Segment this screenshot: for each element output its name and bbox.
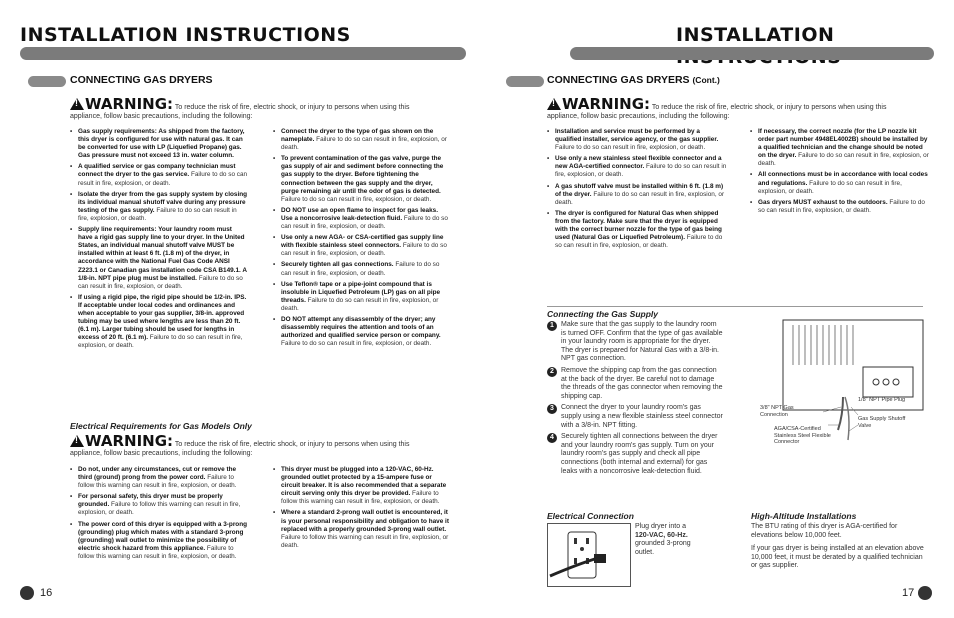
warning-item-bold: DO NOT use an open flame to inspect for gas leaks. Use a noncorrosive leak-detection fluid. — [281, 206, 438, 222]
warning-right-list-col1 — [547, 128, 727, 253]
warning-item-text: Failure to do so can result in fire, explosion, or death. — [281, 136, 447, 152]
step-item — [547, 404, 723, 430]
warning-item-text: Failure to do so can result in fire, explosion, or death. — [758, 179, 902, 195]
warning-item-text: Failure to do so can result in fire, explosion, or death. — [281, 261, 440, 277]
warning-item-bold: Connect the dryer to the type of gas shown on the nameplate. — [281, 128, 434, 144]
warning-triangle-icon — [547, 98, 561, 110]
step-text: Securely tighten all connections between the dryer and your laundry room's gas supply. Turn on your laundry room's gas supply and check all pipe connections (both internal and external) for gas leaks with a noncorrosive leak-detection fluid. — [561, 433, 718, 475]
connecting-supply-heading: Connecting the Gas Supply — [547, 309, 658, 319]
warning-item-text: Failure to do so can result in fire, explosion, or death. — [555, 163, 727, 179]
warning-item — [70, 191, 248, 223]
warning-intro-cont: appliance, follow basic precautions, including the following: — [547, 113, 730, 120]
warning-item-text: Failure to do so can result in fire, explosion, or death. — [281, 340, 432, 348]
warning-item — [70, 521, 248, 561]
warning-intro: To reduce the risk of fire, electric shock, or injury to persons when using this — [651, 104, 887, 111]
warning-item-bold: To prevent contamination of the gas valve, purge the gas supply of air and sediment before connecting the gas supply to the dryer. Before tightening the connection between the gas supply and the dryer, purge remaining air until the odor of gas is detected. — [281, 155, 444, 195]
step-text: Make sure that the gas supply to the laundry room is turned OFF. Confirm that the type of gas available in your laundry room is appropriate for the dryer. The dryer is prepared for Natural Gas with a 3/8-in. NPT gas connection. — [561, 321, 723, 363]
section-heading-text: CONNECTING GAS DRYERS — [547, 74, 690, 86]
warning-item — [70, 163, 248, 187]
warning-item — [273, 155, 451, 204]
step-item — [547, 433, 723, 476]
warning-item-text: Failure to follow this warning can result in fire, explosion, or death. — [281, 490, 440, 506]
warning-item — [70, 128, 248, 160]
warning-item-bold: If necessary, the correct nozzle (for the LP nozzle kit order part number 4948EL4002B) should be installed by a qualified technician and the change should be noted on the dryer. — [758, 128, 928, 160]
page-number-right: 17 — [902, 587, 915, 599]
warning-item-bold: This dryer must be plugged into a 120-VAC, 60-Hz. grounded outlet protected by a 15-ampere fuse or circuit breaker. It is also recommended that a separate circuit serving only this dryer be provided. — [281, 466, 447, 498]
header-bar-right — [570, 47, 934, 60]
warning-item — [547, 128, 727, 152]
section-divider — [547, 306, 923, 307]
warning-item-text: Failure to follow this warning can result in fire, explosion, or death. — [281, 533, 449, 549]
warning-item — [273, 207, 451, 231]
warning-word: WARNING: — [562, 95, 651, 113]
warning-item — [273, 281, 451, 313]
warning-item — [273, 316, 451, 348]
header-bar-left — [20, 47, 466, 60]
warning-item — [273, 261, 451, 277]
label-aga-connector: AGA/CSA-Certified Stainless Steel Flexible Connector — [774, 426, 831, 445]
warning-triangle-icon — [70, 435, 84, 447]
warning-2-list-col1 — [70, 466, 248, 564]
warning-item — [547, 155, 727, 179]
label-pipe-plug: 1/8" NPT Pipe Plug — [858, 397, 906, 403]
electrical-text-b: 120-VAC, 60-Hz. — [635, 531, 688, 539]
warning-item-bold: A gas shutoff valve must be installed within 6 ft. (1.8 m) of the dryer. — [555, 182, 724, 198]
warning-item-text: Failure to do so can result in fire, explosion, or death. — [78, 171, 248, 187]
warning-item — [547, 183, 727, 207]
warning-item-text: Failure to follow this warning can result in fire, explosion, or death. — [78, 501, 241, 517]
electrical-requirements-heading: Electrical Requirements for Gas Models Only — [70, 421, 252, 431]
section-heading-cont: (Cont.) — [692, 75, 720, 85]
warning-item — [547, 210, 727, 250]
warning-item-text: Failure to do so can result in fire, explosion, or death. — [555, 144, 706, 152]
warning-item — [70, 493, 248, 517]
warning-item-bold: Use only a new stainless steel flexible connector and a new AGA-certified connector. — [555, 155, 722, 171]
warning-item-text: Failure to do so can result in fire, explosion, or death. — [758, 152, 929, 168]
step-number-icon: 3 — [547, 404, 557, 414]
warning-item-bold: The power cord of this dryer is equipped with a 3-prong (grounding) plug which mates with a standard 3-prong (grounding) wall outlet to minimize the possibility of electric shock hazard from this appliance. — [78, 520, 248, 552]
warning-item — [70, 294, 248, 351]
section-heading-right — [547, 74, 720, 86]
warning-intro: To reduce the risk of fire, electric shock, or injury to persons when using this — [174, 441, 410, 448]
high-altitude-p2: If your gas dryer is being installed at an elevation above 10,000 feet, it must be derated by a qualified technician or gas supplier. — [751, 545, 924, 570]
section-pill-left — [28, 76, 66, 87]
warning-item-text: Failure to do so can result in fire, explosion, or death. — [281, 214, 448, 231]
warning-triangle-icon — [70, 98, 84, 110]
warning-item-text: Failure to do so can result in fire, explosion, or death. — [78, 334, 243, 350]
page-title-right: INSTALLATION — [676, 24, 835, 46]
warning-item-bold: If using a rigid pipe, the rigid pipe should be 1/2-in. IPS. If acceptable under local codes and ordinances and when acceptable to your gas supplier, 3/8-in. approved tubing may be used where lengths are less than 20 ft. (6.1 m). Larger tubing should be used for lengths in excess of 20 ft. (6.1 m). — [78, 293, 247, 342]
warning-item — [70, 226, 248, 291]
warning-item-bold: Securely tighten all gas connections. — [281, 261, 394, 269]
warning-item-bold: For personal safety, this dryer must be properly grounded. — [78, 493, 223, 509]
warning-item — [750, 128, 930, 168]
warning-item-bold: Do not, under any circumstances, cut or remove the third (ground) prong from the power cord. — [78, 466, 237, 482]
warning-item — [273, 466, 451, 506]
warning-item — [273, 509, 451, 549]
warning-block-right — [547, 95, 927, 121]
step-text: Connect the dryer to your laundry room's gas supply using a new flexible stainless steel connector with a 3/8-in. NPT fitting. — [561, 404, 723, 429]
warning-item-text: Failure to do so can result in fire, explosion, or death. — [555, 234, 723, 250]
warning-word: WARNING: — [85, 95, 174, 113]
warning-item-bold: Gas dryers MUST exhaust to the outdoors. — [758, 198, 888, 206]
warning-1-list-col2 — [273, 128, 451, 351]
high-altitude-heading: High-Altitude Installations — [751, 511, 857, 521]
warning-right-list-col2 — [750, 128, 930, 218]
warning-item — [273, 234, 451, 258]
connecting-steps — [547, 321, 723, 479]
electrical-text — [635, 523, 705, 557]
warning-item-text: Failure to do so can result in fire, explosion, or death. — [281, 296, 439, 312]
electrical-text-a: Plug dryer into a — [635, 523, 686, 530]
warning-item-bold: The dryer is configured for Natural Gas when shipped from the factory. Make sure that the dryer is equipped with the correct burner nozzle for the type of gas being used (Natural Gas or Liquefied Petroleum). — [555, 209, 722, 242]
electrical-connection-heading: Electrical Connection — [547, 511, 634, 521]
warning-item-text: Failure to do so can result in fire, explosion, or death. — [78, 274, 243, 290]
warning-2-list-col2 — [273, 466, 451, 553]
warning-1-list-col1 — [70, 128, 248, 353]
lg-logo-icon — [918, 586, 932, 600]
page-title-left: INSTALLATION INSTRUCTIONS — [20, 24, 351, 46]
warning-item-text: Failure to follow this warning can result in fire, explosion, or death. — [78, 544, 237, 560]
warning-item — [70, 466, 248, 490]
outlet-illustration — [547, 523, 631, 587]
warning-item-bold: DO NOT attempt any disassembly of the dryer; any disassembly requires the attention and tools of an authorized and qualified service person or company. — [281, 315, 441, 340]
electrical-text-c: grounded 3-prong outlet. — [635, 540, 691, 556]
warning-item-text: Failure to do so can result in fire, explosion, or death. — [555, 190, 725, 206]
warning-item — [273, 128, 451, 152]
step-number-icon: 1 — [547, 321, 557, 331]
step-number-icon: 2 — [547, 367, 557, 377]
warning-item-text: Failure to do so can result in fire, explosion, or death. — [78, 206, 237, 222]
warning-item-bold: Supply line requirements: Your laundry room must have a rigid gas supply line to your dryer. In the United States, an individual manual shutoff valve MUST be installed within at least 6 ft. (1.8 m) of the dryer, in accordance with the National Fuel Gas Code ANSI Z223.1 or Canadian gas installation code CSA B149.1. A 1/8-in. NPT pipe plug must be installed. — [78, 226, 247, 282]
step-item — [547, 321, 723, 364]
warning-item-text: Failure to do so can result in fire, explosion, or death. — [281, 242, 447, 258]
step-number-icon: 4 — [547, 433, 557, 443]
warning-intro: To reduce the risk of fire, electric shock, or injury to persons when using this — [174, 104, 410, 111]
label-npt-gas: 3/8" NPT Gas Connection — [760, 405, 794, 418]
warning-item — [750, 171, 930, 195]
warning-block-2 — [70, 432, 450, 458]
warning-item — [750, 199, 930, 215]
warning-block-1 — [70, 95, 450, 121]
page-number-left: 16 — [40, 587, 53, 599]
step-text: Remove the shipping cap from the gas connection at the back of the dryer. Be careful not to damage the threads of the gas connector when removing the shipping cap. — [561, 366, 723, 400]
warning-item-bold: Use only a new AGA- or CSA-certified gas supply line with flexible stainless steel connectors. — [281, 234, 444, 250]
step-item — [547, 367, 723, 401]
lg-logo-icon — [20, 586, 34, 600]
warning-item-text: Failure to follow this warning can result in fire, explosion, or death. — [78, 474, 237, 490]
warning-item-text: Failure to do so can result in fire, explosion, or death. — [281, 195, 432, 203]
warning-item-bold: Installation and service must be performed by a qualified installer, service agency, or the gas supplier. — [555, 128, 719, 144]
warning-item-bold: All connections must be in accordance with local codes and regulations. — [758, 171, 928, 187]
section-pill-right — [506, 76, 544, 87]
outlet-icon — [548, 524, 630, 586]
warning-intro-cont: appliance, follow basic precautions, including the following: — [70, 450, 253, 457]
warning-item-bold: Where a standard 2-prong wall outlet is encountered, it is your personal responsibility and obligation to have it replaced with a properly grounded 3-prong wall outlet. — [281, 509, 449, 533]
warning-word: WARNING: — [85, 432, 174, 450]
warning-item-bold: Use Teflon® tape or a pipe-joint compound that is insoluble in Liquefied Petroleum (LP) gas on all pipe threads. — [281, 280, 441, 304]
warning-item-text: Failure to do so can result in fire, explosion, or death. — [758, 198, 925, 214]
section-heading-left: CONNECTING GAS DRYERS — [70, 74, 213, 86]
warning-item-bold: Isolate the dryer from the gas supply system by closing its individual manual shutoff valve during any pressure testing of the gas supply. — [78, 190, 248, 214]
label-shutoff-valve: Gas Supply Shutoff Valve — [858, 416, 906, 429]
warning-item-bold: A qualified service or gas company technician must connect the dryer to the gas service. — [78, 163, 236, 179]
warning-intro-cont: appliance, follow basic precautions, including the following: — [70, 113, 253, 120]
high-altitude-p1: The BTU rating of this dryer is AGA-certified for elevations below 10,000 feet. — [751, 523, 898, 539]
warning-item-bold: Gas supply requirements: As shipped from the factory, this dryer is configured for use with natural gas. It can be converted for use with LP (Liquefied Propane) gas. Gas pressure must not exceed 13 in. water column. — [78, 128, 245, 160]
